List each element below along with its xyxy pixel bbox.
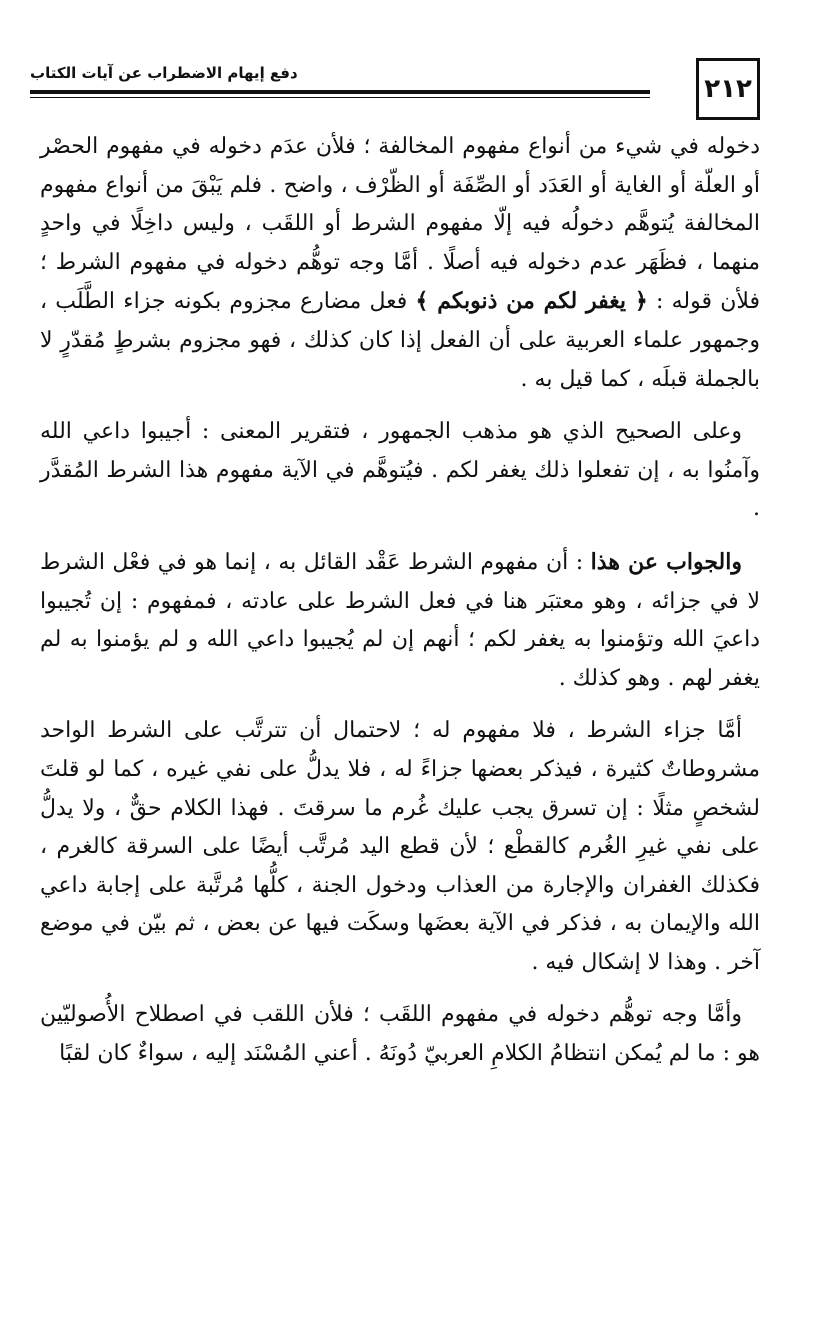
paragraph-text: : أن مفهوم الشرط عَقْد القائل به ، إنما هو في فعْل الشرط لا في جزائه ، وهو معتبَر هنا في فعل الشرط على عادته ، فمفهوم : إن تُجيبوا داعيَ الله وتؤمنوا به يغفر لكم ؛ أنهم إن لم يُجيبوا داعي الله و لم يؤمنوا به لم يغفر لهم . وهو كذلك . bbox=[40, 549, 760, 691]
quran-verse: ﴿ يغفر لكم من ذنوبكم ﴾ bbox=[415, 288, 648, 315]
paragraph bbox=[40, 712, 760, 982]
paragraph-text: فعل مضارع مجزوم بكونه جزاء الطَّلَب ، وجمهور علماء العربية على أن الفعل إذا كان كذلك ، فهو مجزوم بشرطٍ مُقدّرٍ لا بالجملة قبلَه ، كما قيل به . bbox=[40, 289, 760, 392]
paragraph bbox=[40, 413, 760, 529]
paragraph-text: دخوله في شيء من أنواع مفهوم المخالفة ؛ فلأن عدَم دخوله في مفهوم الحصْر أو العلّة أو الغاية أو العَدَد أو الصِّفَة أو الظّرْف ، واضح . فلم يَبْقَ من أنواع مفهوم المخالفة يُتوهَّم دخولُه فيه إلّا مفهوم الشرط أو اللقَب ، وليس داخِلًا في واحدٍ منهما ، فظَهَر عدم دخوله فيه أصلًا . أمَّا وجه توهُّم دخوله في مفهوم الشرط ؛ فلأن قوله : bbox=[40, 134, 760, 315]
paragraph bbox=[40, 996, 760, 1073]
paragraph bbox=[40, 543, 760, 698]
page-header bbox=[30, 58, 760, 130]
header-rule-thin bbox=[30, 97, 650, 98]
paragraph-text: وأمَّا وجه توهُّم دخوله في مفهوم اللقَب ؛ فلأن اللقب في اصطلاح الأُصوليّين هو : ما لم يُمكن انتظامُ الكلامِ العربيّ دُونَهُ . أعني المُسْنَد إليه ، سواءٌ كان لقبًا bbox=[40, 1002, 760, 1067]
running-title: دفع إيهام الاضطراب عن آيات الكتاب bbox=[30, 64, 298, 82]
header-rule bbox=[30, 90, 650, 94]
paragraph-lead: والجواب عن هذا bbox=[590, 548, 742, 575]
body-text bbox=[40, 128, 760, 1088]
paragraph-text: أمَّا جزاء الشرط ، فلا مفهوم له ؛ لاحتمال أن تترتَّب على الشرط الواحد مشروطاتٌ كثيرة ، فيذكر بعضها جزاءً له ، فلا يدلُّ على نفي غيره ، كما لو قلتَ لشخصٍ مثلًا : إن تسرق يجب عليك غُرم ما سرقتَ . فهذا الكلام حقٌّ ، ولا يدلُّ على نفي غيرِ الغُرم كالقطْع ؛ لأن قطع اليد مُرتَّب أيضًا على السرقة كالغرم ، فكذلك الغفران والإجارة من العذاب ودخول الجنة ، كلُّها مُرتَّبة على إجابة داعي الله والإيمان به ، فذكر في الآية بعضَها وسكَت فيها عن بعض ، ثم بيّن في موضع آخر . وهذا لا إشكال فيه . bbox=[40, 718, 760, 975]
paragraph bbox=[40, 128, 760, 399]
paragraph-text: وعلى الصحيح الذي هو مذهب الجمهور ، فتقرير المعنى : أجيبوا داعي الله وآمنُوا به ، إن تفعلوا ذلك يغفر لكم . فيُتوهَّم في الآية مفهوم هذا الشرط المُقدَّر . bbox=[40, 419, 761, 522]
page-number: ٢١٢ bbox=[696, 58, 760, 120]
